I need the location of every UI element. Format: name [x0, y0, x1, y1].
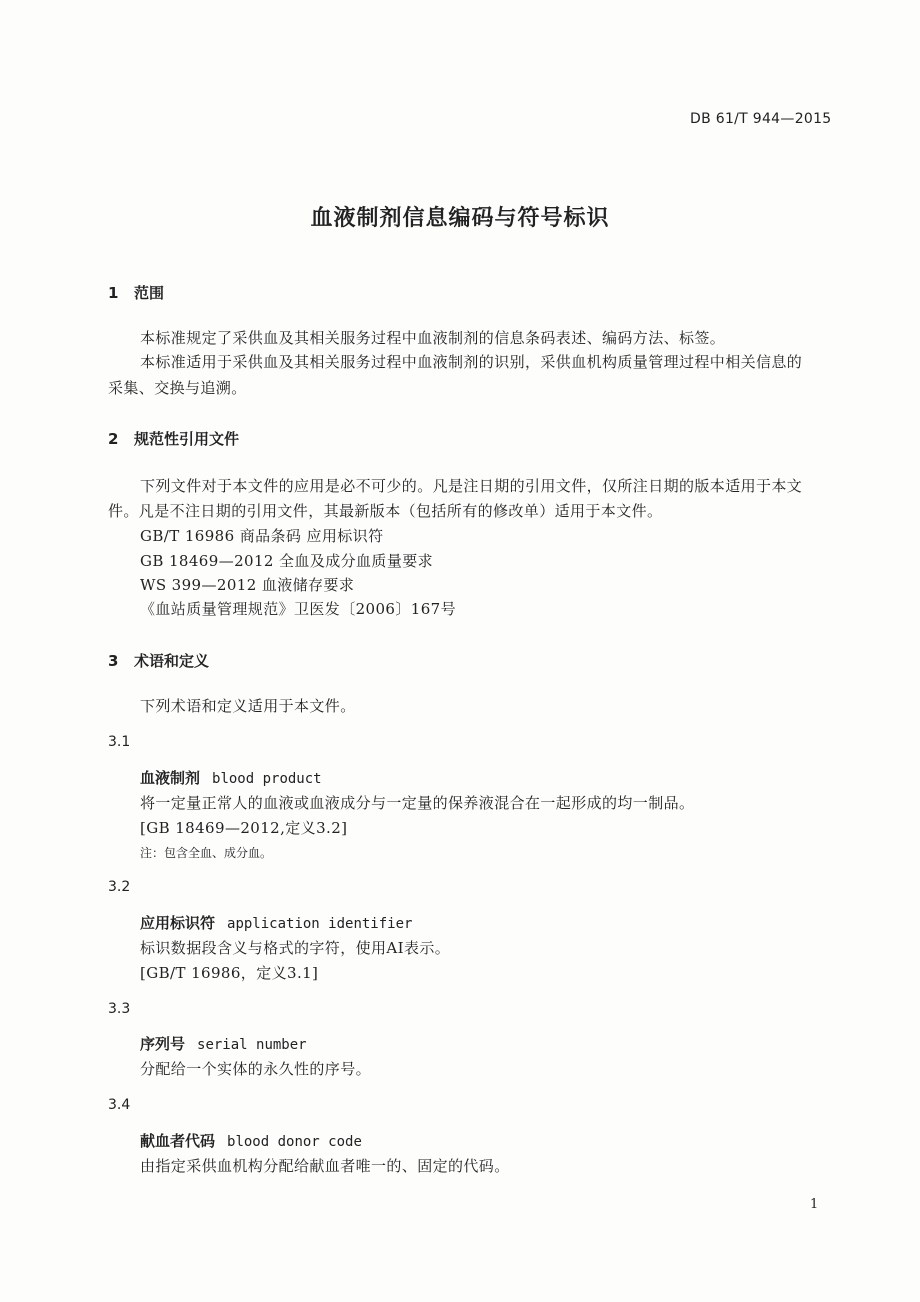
section-number: 1 [108, 284, 119, 302]
term-note: 注：包含全血、成分血。 [140, 846, 273, 860]
term-number: 3.2 [108, 879, 131, 895]
reference-item: 《血站质量管理规范》卫医发〔2006〕167号 [140, 600, 457, 618]
term-chinese: 应用标识符 [140, 914, 216, 932]
term-english: blood product [212, 771, 322, 787]
section-3-heading [108, 650, 209, 671]
term-heading [140, 1033, 307, 1054]
term-number: 3.1 [108, 734, 131, 750]
term-source: [GB/T 16986，定义3.1] [140, 964, 319, 982]
term-definition: 将一定量正常人的血液或血液成分与一定量的保养液混合在一起形成的均一制品。 [140, 794, 695, 812]
paragraph-continuation: 采集、交换与追溯。 [108, 379, 247, 397]
section-1-heading [108, 282, 164, 303]
section-title: 规范性引用文件 [134, 430, 240, 448]
paragraph-continuation: 件。凡是不注日期的引用文件，其最新版本（包括所有的修改单）适用于本文件。 [108, 502, 663, 520]
section-title: 范围 [134, 284, 165, 302]
term-definition: 由指定采供血机构分配给献血者唯一的、固定的代码。 [140, 1157, 510, 1175]
term-definition: 标识数据段含义与格式的字符，使用AI表示。 [140, 939, 451, 957]
reference-item: WS 399—2012 血液储存要求 [140, 576, 355, 594]
document-code: DB 61/T 944—2015 [690, 111, 832, 127]
term-heading [140, 767, 322, 788]
page-number: 1 [810, 1197, 819, 1212]
term-heading [140, 912, 412, 933]
term-english: serial number [197, 1037, 307, 1053]
term-english: application identifier [227, 916, 413, 932]
section-number: 3 [108, 652, 119, 670]
section-2-heading [108, 428, 239, 449]
term-chinese: 序列号 [140, 1035, 186, 1053]
paragraph: 本标准规定了采供血及其相关服务过程中血液制剂的信息条码表述、编码方法、标签。 [140, 329, 726, 347]
term-definition: 分配给一个实体的永久性的序号。 [140, 1060, 372, 1078]
section-title: 术语和定义 [134, 652, 210, 670]
term-heading [140, 1130, 362, 1151]
reference-item: GB/T 16986 商品条码 应用标识符 [140, 527, 384, 545]
reference-item: GB 18469—2012 全血及成分血质量要求 [140, 552, 434, 570]
term-number: 3.4 [108, 1097, 131, 1113]
term-number: 3.3 [108, 1001, 131, 1017]
term-source: [GB 18469—2012,定义3.2] [140, 819, 348, 837]
paragraph: 下列文件对于本文件的应用是必不可少的。凡是注日期的引用文件，仅所注日期的版本适用于本文 [140, 477, 803, 495]
paragraph: 下列术语和定义适用于本文件。 [140, 697, 356, 715]
document-title: 血液制剂信息编码与符号标识 [310, 206, 610, 231]
term-english: blood donor code [227, 1134, 362, 1150]
section-number: 2 [108, 430, 119, 448]
term-chinese: 血液制剂 [140, 769, 201, 787]
paragraph: 本标准适用于采供血及其相关服务过程中血液制剂的识别，采供血机构质量管理过程中相关信息的 [140, 353, 803, 371]
term-chinese: 献血者代码 [140, 1132, 216, 1150]
